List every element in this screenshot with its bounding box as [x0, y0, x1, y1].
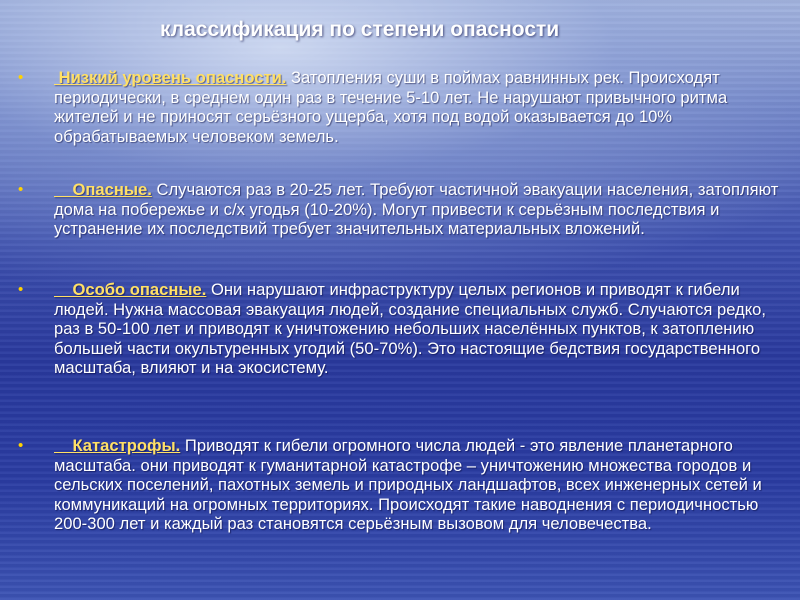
item-heading: Катастрофы. — [54, 436, 181, 455]
item-body — [54, 180, 784, 239]
item-heading: Опасные. — [54, 180, 152, 199]
bullet-icon: • — [18, 281, 24, 298]
item-text: Приводят к гибели огромного числа людей - это явление планетарного масштаба. они приводят к гуманитарной катастрофе – уничтожению множества городов и сельских поселений, пахотных земель и природных ландшафтов, всех инженерных сетей и коммуникаций на огромных территориях. Происходят такие наводнения с периодичностью 200-300 лет и каждый раз становятся серьёзным вызовом для человечества. — [54, 436, 762, 533]
item-text: Случаются раз в 20-25 лет. Требуют частичной эвакуации населения, затопляют дома на побережье и с/х угодья (10-20%). Могут привести к серьёзным последствия и устранение их последствий требует значительных материальных вложений. — [54, 180, 779, 238]
item-heading: Особо опасные. — [54, 280, 207, 299]
item-heading: Низкий уровень опасности. — [54, 68, 287, 87]
slide-title: классификация по степени опасности — [160, 18, 560, 41]
item-text: Они нарушают инфраструктуру целых регионов и приводят к гибели людей. Нужна массовая эвакуация людей, создание специальных служб. Случаются редко, раз в 50-100 лет и приводят к уничтожению небольших населённых пунктов, к затоплению большей части окультуренных угодий (50-70%). Это настоящие бедствия государственного масштаба, влияют и на экосистему. — [54, 280, 767, 377]
bullet-icon: • — [18, 437, 24, 454]
item-body — [54, 436, 784, 534]
item-text: Затопления суши в поймах равнинных рек. Происходят периодически, в среднем один раз в течение 5-10 лет. Не нарушают привычного ритма жителей и не приносят серьёзного ущерба, хотя под водой оказывается до 10% обрабатываемых человеком земель. — [54, 68, 728, 146]
item-body — [54, 68, 784, 146]
bullet-icon: • — [18, 69, 24, 86]
bullet-icon: • — [18, 181, 24, 198]
item-body — [54, 280, 784, 378]
